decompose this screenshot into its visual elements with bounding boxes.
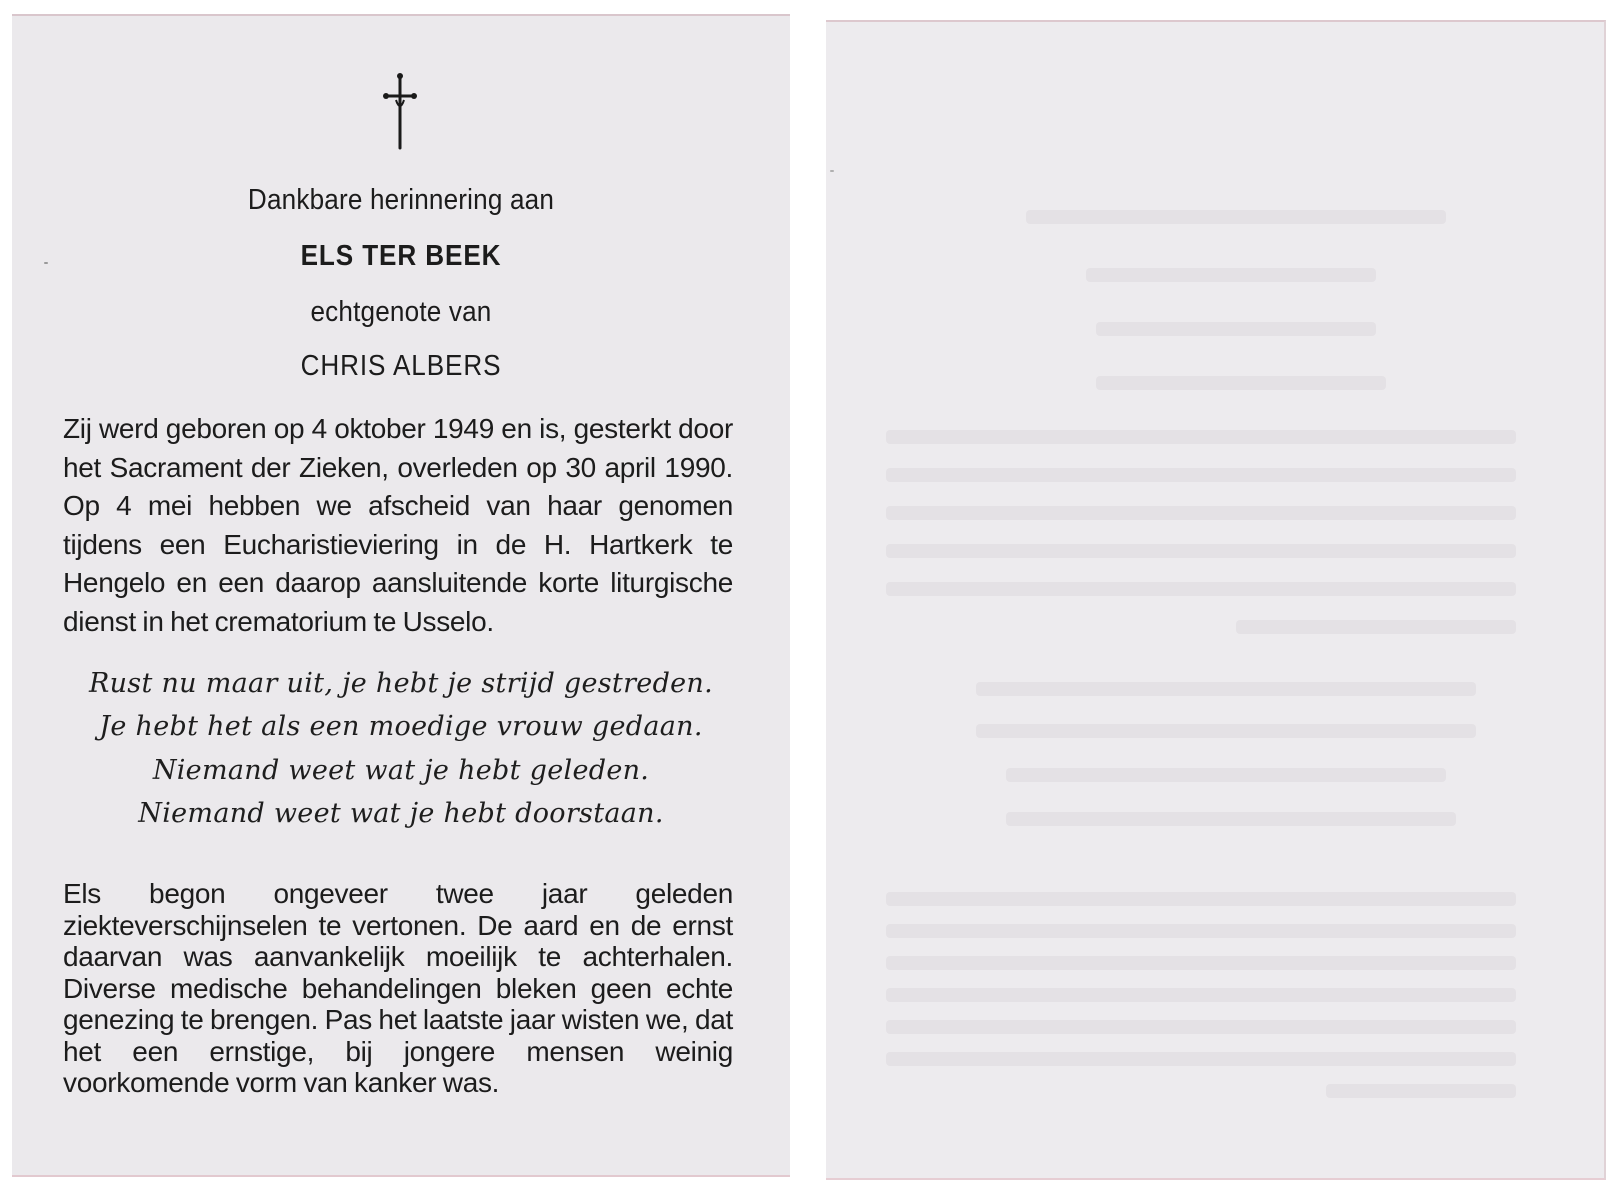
poem-line: Je hebt het als een moedige vrouw gedaan.	[99, 711, 703, 742]
bleed-through-line	[976, 682, 1476, 696]
bleed-through-line	[886, 892, 1516, 906]
bleed-through-line	[886, 1020, 1516, 1034]
bleed-through-line	[886, 582, 1516, 596]
memorial-card-front	[12, 14, 790, 1177]
poem-line: Niemand weet wat je hebt doorstaan.	[138, 798, 664, 829]
illness-paragraph: Els begon ongeveer twee jaar geleden ziekteverschijnselen te vertonen. De aard en de ernst daarvan was aanvankelijk moeilijk te achterhalen. Diverse medische behandelingen bleken geen echte genezing te brengen. Pas het laatste jaar wisten we, dat het een ernstige, bij jongere mensen weinig voorkomende vorm van kanker was.	[63, 878, 733, 1098]
cross-icon	[382, 72, 418, 152]
bleed-through-line	[1086, 268, 1376, 282]
biography-paragraph: Zij werd geboren op 4 oktober 1949 en is, gesterkt door het Sacrament der Zieken, overleden op 30 april 1990. Op 4 mei hebben we afscheid van haar genomen tijdens een Eucharistieviering in de H. Hartkerk te Hengelo en een daarop aansluitende korte liturgische dienst in het crematorium te Usselo.	[63, 413, 733, 637]
bleed-through-line	[976, 724, 1476, 738]
bleed-through-line	[1096, 322, 1376, 336]
bleed-through-line	[886, 544, 1516, 558]
bleed-through-line	[886, 468, 1516, 482]
bleed-through-line	[1006, 768, 1446, 782]
bleed-through-line	[1236, 620, 1516, 634]
deceased-name: ELS TER BEEK	[300, 240, 502, 272]
spouse-name: CHRIS ALBERS	[300, 350, 502, 382]
memorial-card-back	[826, 20, 1606, 1180]
card-heading: Dankbare herinnering aan	[247, 184, 555, 216]
bleed-through-line	[886, 506, 1516, 520]
bleed-through-line	[1326, 1084, 1516, 1098]
bleed-through-line	[886, 988, 1516, 1002]
paper-speck	[830, 170, 834, 172]
bleed-through-line	[886, 430, 1516, 444]
bleed-through-line	[1026, 210, 1446, 224]
bleed-through-line	[886, 924, 1516, 938]
spouse-relation: echtgenote van	[310, 296, 492, 328]
paper-speck	[44, 262, 48, 264]
bleed-through-line	[1096, 376, 1386, 390]
bleed-through-line	[886, 1052, 1516, 1066]
poem-line: Niemand weet wat je hebt geleden.	[152, 755, 650, 786]
bleed-through-line	[1006, 812, 1456, 826]
bleed-through-line	[886, 956, 1516, 970]
poem-line: Rust nu maar uit, je hebt je strijd gestreden.	[88, 668, 713, 699]
